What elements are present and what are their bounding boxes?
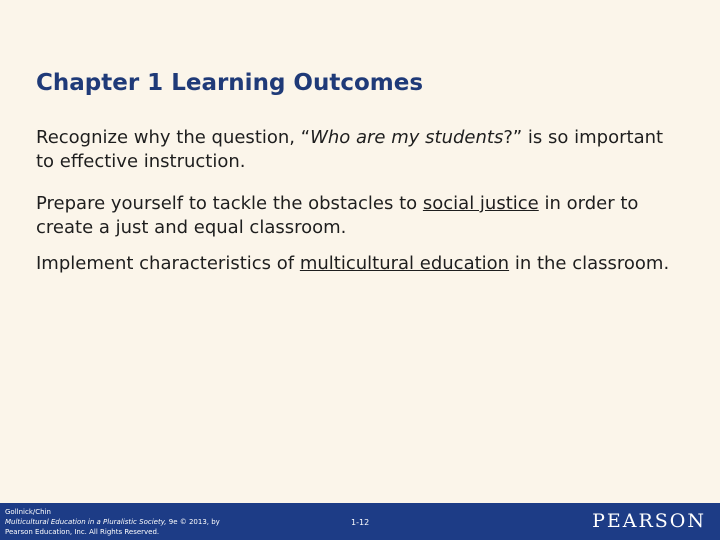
learning-outcome-2 [36,192,676,240]
publisher-rights: Pearson Education, Inc. All Rights Reserved. [5,528,160,536]
footer-bar [0,503,720,540]
outcome-1-text-end: ?” is so important to effective instruction. [36,127,664,172]
pearson-logo: PEARSON [592,510,706,532]
learning-outcome-3 [36,252,676,276]
page-number: 1-12 [351,518,370,527]
author-names: Gollnick/Chin [5,508,51,516]
book-title: Multicultural Education in a Pluralistic Society, [5,518,167,526]
book-citation [5,517,220,527]
outcome-1-emphasis: Who are my students [310,127,504,148]
outcome-2-text-end: in order to create a just and equal classroom. [36,193,639,238]
copyright-notice [5,507,220,537]
multicultural-education-link[interactable]: multicultural education [299,253,510,274]
outcome-3-text-end: in the classroom. [509,253,670,274]
edition-copyright: 9e © 2013, by [166,518,220,526]
outcome-2-text-start: Prepare yourself to tackle the obstacles to [36,193,423,214]
social-justice-link[interactable]: social justice [422,193,539,214]
outcome-1-text-start: Recognize why the question, “ [36,127,311,148]
slide-title: Chapter 1 Learning Outcomes [36,70,424,96]
learning-outcome-1 [36,126,676,174]
outcome-3-text-start: Implement characteristics of [36,253,300,274]
